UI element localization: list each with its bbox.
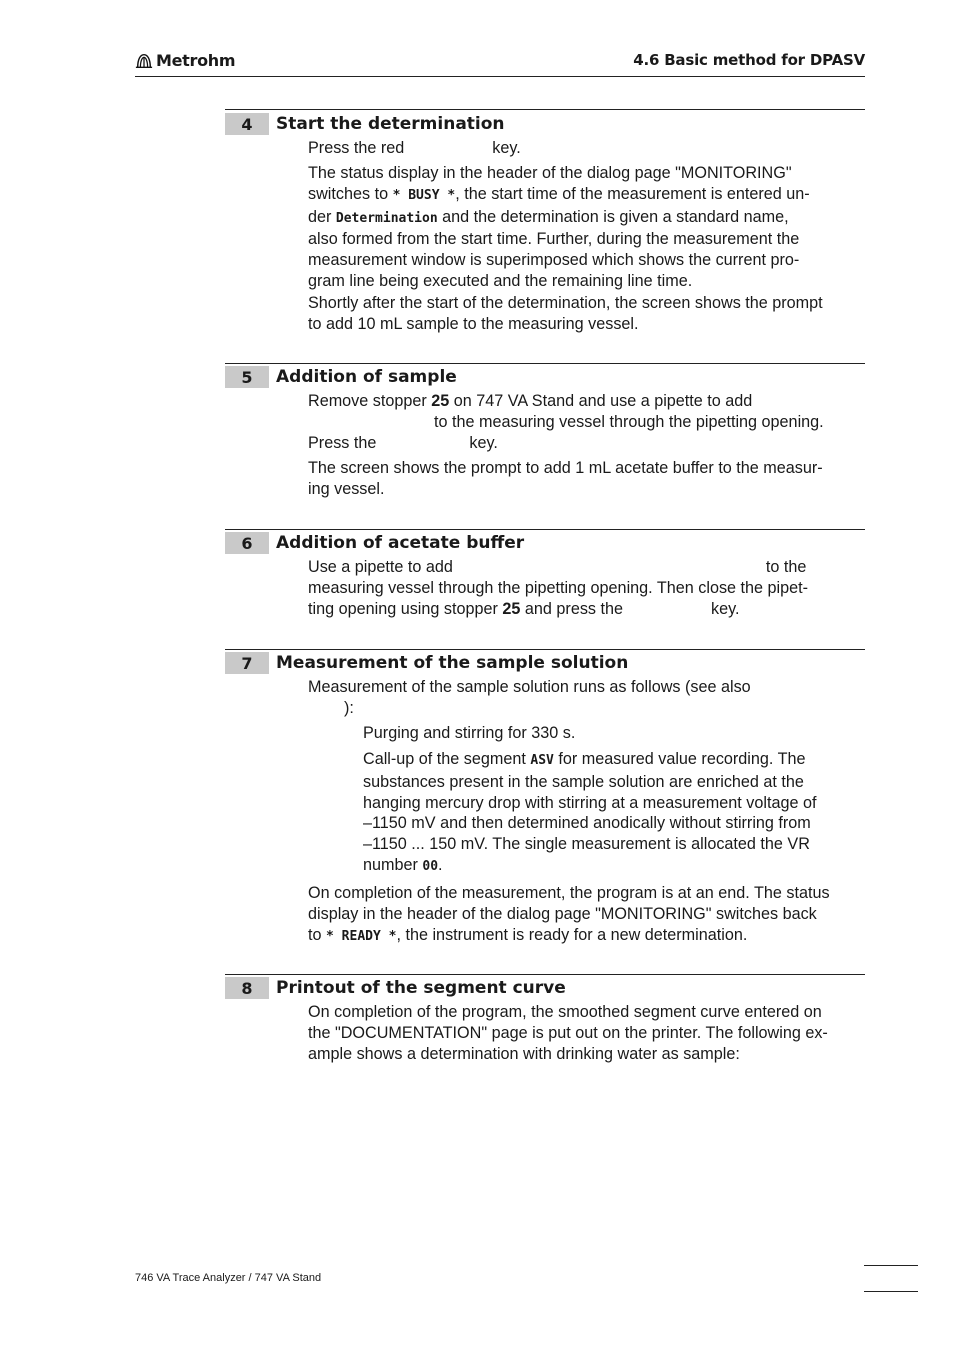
text-line: ample shows a determination with drinking water as sample: — [308, 1044, 740, 1063]
step-5-title: Addition of sample — [276, 367, 457, 387]
text-line: ): — [344, 698, 354, 717]
step-7-sub-item-1 — [363, 723, 863, 744]
step-4-rule — [225, 109, 865, 110]
text-line: switches to * BUSY *, the start time of the measurement is entered un- — [308, 184, 810, 203]
text-line: ing vessel. — [308, 479, 385, 498]
step-8-number: 8 — [225, 977, 269, 999]
metrohm-logo-icon — [135, 52, 153, 70]
text-line: Purging and stirring for 330 s. — [363, 724, 576, 742]
text-line: –1150 mV and then determined anodically without stirring from — [363, 814, 811, 833]
step-4-body — [308, 138, 868, 159]
step-8-rule — [225, 974, 865, 975]
header-rule — [135, 76, 865, 77]
text-line: the "DOCUMENTATION" page is put out on the printer. The following ex- — [308, 1023, 828, 1042]
step-6-number: 6 — [225, 532, 269, 554]
text-line: Press the red key. — [308, 139, 521, 157]
step-6-rule — [225, 529, 865, 530]
text-line: The status display in the header of the dialog page "MONITORING" — [308, 164, 792, 182]
text-line: Press the key. — [308, 433, 498, 452]
text-line: measuring vessel through the pipetting opening. Then close the pipet- — [308, 578, 809, 597]
step-5-number: 5 — [225, 366, 269, 388]
metrohm-logo — [135, 51, 235, 70]
step-7-sub-item-2 — [363, 749, 863, 878]
text-line: Shortly after the start of the determination, the screen shows the prompt — [308, 294, 823, 312]
text-line: On completion of the program, the smoothed segment curve entered on — [308, 1003, 822, 1021]
step-7-rule — [225, 649, 865, 650]
text-line: hanging mercury drop with stirring at a measurement voltage of — [363, 793, 817, 812]
asv-segment-code: ASV — [530, 753, 554, 768]
step-5-paragraph-1 — [308, 391, 868, 453]
text-line: to add 10 mL sample to the measuring vessel. — [308, 314, 639, 333]
busy-status-code: * BUSY * — [392, 187, 456, 203]
step-5-rule — [225, 363, 865, 364]
step-8-title: Printout of the segment curve — [276, 978, 566, 998]
text-line: Call-up of the segment ASV for measured value recording. The — [363, 750, 806, 768]
text-line: to the measuring vessel through the pipetting opening. — [434, 412, 824, 431]
text-line: number 00. — [363, 855, 443, 874]
step-6-paragraph — [308, 557, 868, 619]
logo-text: Metrohm — [156, 51, 236, 70]
step-8-paragraph — [308, 1002, 868, 1064]
step-4-paragraph-2 — [308, 293, 868, 335]
text-line: –1150 ... 150 mV. The single measurement is allocated the VR — [363, 835, 810, 854]
step-4-number: 4 — [225, 113, 269, 135]
step-4-title: Start the determination — [276, 114, 505, 134]
step-4-paragraph-1 — [308, 163, 868, 292]
text-line: Measurement of the sample solution runs as follows (see also — [308, 678, 751, 696]
text-line: Use a pipette to add to the — [308, 558, 807, 576]
footer-product-name: 746 VA Trace Analyzer / 747 VA Stand — [135, 1272, 322, 1284]
ready-status-code: * READY * — [326, 928, 397, 944]
step-5-paragraph-2 — [308, 458, 868, 500]
step-7-conclusion — [308, 883, 868, 947]
text-line: display in the header of the dialog page "MONITORING" switches back — [308, 904, 817, 923]
step-7-intro — [308, 677, 868, 719]
text-line: der Determination and the determination is given a standard name, — [308, 207, 789, 226]
text-line: gram line being executed and the remaining line time. — [308, 271, 693, 290]
text-line: The screen shows the prompt to add 1 mL acetate buffer to the measur- — [308, 459, 823, 477]
running-head: 4.6 Basic method for DPASV — [633, 51, 865, 69]
determination-field-code: Determination — [335, 210, 438, 226]
text-line: Remove stopper 25 on 747 VA Stand and use a pipette to add — [308, 392, 753, 410]
page-number-rule-bottom — [864, 1291, 918, 1292]
text-line: ting opening using stopper 25 and press the key. — [308, 599, 740, 618]
vr-number-code: 00 — [422, 858, 439, 874]
page-number-rule-top — [864, 1265, 918, 1266]
step-6-title: Addition of acetate buffer — [276, 533, 525, 553]
text-line: to * READY *, the instrument is ready for a new determination. — [308, 925, 748, 944]
text-line: also formed from the start time. Further, during the measurement the — [308, 230, 800, 249]
step-7-number: 7 — [225, 652, 269, 674]
text-line: substances present in the sample solution are enriched at the — [363, 772, 804, 791]
step-7-title: Measurement of the sample solution — [276, 653, 629, 673]
text-line: On completion of the measurement, the program is at an end. The status — [308, 884, 830, 902]
text-line: measurement window is superimposed which shows the current pro- — [308, 251, 800, 270]
